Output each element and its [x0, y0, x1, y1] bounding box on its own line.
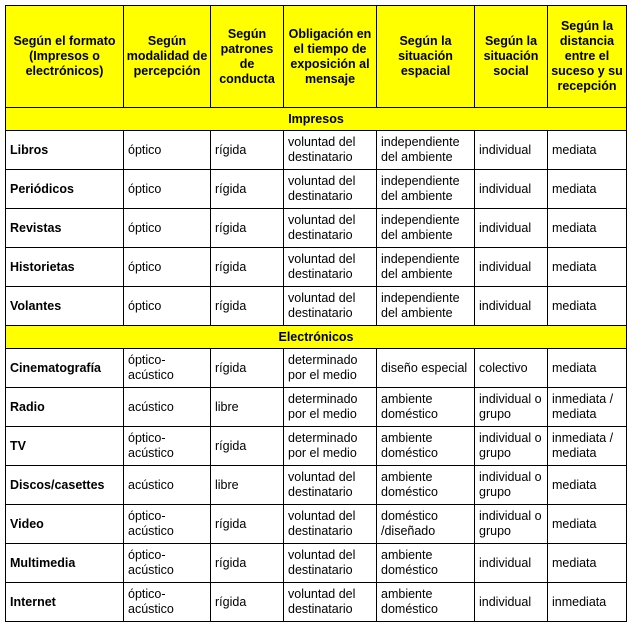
- cell-exposure: voluntad del destinatario: [284, 505, 377, 544]
- cell-behavior: rígida: [211, 427, 284, 466]
- cell-perception: óptico: [124, 131, 211, 170]
- cell-behavior: rígida: [211, 287, 284, 326]
- media-classification-table: [5, 5, 627, 622]
- cell-behavior: rígida: [211, 349, 284, 388]
- cell-spatial: ambiente doméstico: [377, 388, 475, 427]
- cell-medium-name: Revistas: [6, 209, 124, 248]
- header-exposure: Obligación en el tiempo de exposición al mensaje: [284, 6, 377, 108]
- cell-perception: óptico: [124, 248, 211, 287]
- cell-distance: mediata: [548, 287, 627, 326]
- header-perception: Según modalidad de percepción: [124, 6, 211, 108]
- cell-behavior: libre: [211, 388, 284, 427]
- cell-spatial: ambiente doméstico: [377, 583, 475, 622]
- cell-medium-name: TV: [6, 427, 124, 466]
- cell-spatial: doméstico /diseñado: [377, 505, 475, 544]
- cell-medium-name: Historietas: [6, 248, 124, 287]
- cell-distance: mediata: [548, 209, 627, 248]
- header-behavior: Según patrones de conducta: [211, 6, 284, 108]
- cell-behavior: rígida: [211, 248, 284, 287]
- table-row: [6, 287, 627, 326]
- cell-medium-name: Libros: [6, 131, 124, 170]
- section-title: Electrónicos: [6, 326, 627, 349]
- section-row: [6, 108, 627, 131]
- cell-distance: mediata: [548, 131, 627, 170]
- cell-spatial: independiente del ambiente: [377, 209, 475, 248]
- header-format: Según el formato (Impresos o electrónicos): [6, 6, 124, 108]
- cell-exposure: voluntad del destinatario: [284, 287, 377, 326]
- header-social: Según la situación social: [475, 6, 548, 108]
- cell-social: individual o grupo: [475, 388, 548, 427]
- table-row: [6, 349, 627, 388]
- table-row: [6, 583, 627, 622]
- cell-distance: inmediata / mediata: [548, 388, 627, 427]
- table-row: [6, 505, 627, 544]
- cell-exposure: voluntad del destinatario: [284, 583, 377, 622]
- cell-exposure: determinado por el medio: [284, 427, 377, 466]
- table-row: [6, 209, 627, 248]
- cell-social: individual: [475, 170, 548, 209]
- cell-social: individual: [475, 131, 548, 170]
- cell-medium-name: Multimedia: [6, 544, 124, 583]
- cell-perception: óptico-acústico: [124, 349, 211, 388]
- cell-distance: inmediata: [548, 583, 627, 622]
- cell-perception: acústico: [124, 466, 211, 505]
- cell-exposure: determinado por el medio: [284, 349, 377, 388]
- cell-perception: óptico-acústico: [124, 583, 211, 622]
- cell-medium-name: Internet: [6, 583, 124, 622]
- cell-behavior: rígida: [211, 209, 284, 248]
- cell-spatial: independiente del ambiente: [377, 170, 475, 209]
- cell-perception: acústico: [124, 388, 211, 427]
- cell-spatial: ambiente doméstico: [377, 427, 475, 466]
- cell-spatial: independiente del ambiente: [377, 248, 475, 287]
- cell-spatial: independiente del ambiente: [377, 287, 475, 326]
- table-row: [6, 388, 627, 427]
- cell-social: colectivo: [475, 349, 548, 388]
- cell-distance: inmediata / mediata: [548, 427, 627, 466]
- cell-perception: óptico: [124, 287, 211, 326]
- table-row: [6, 248, 627, 287]
- cell-exposure: voluntad del destinatario: [284, 466, 377, 505]
- cell-social: individual o grupo: [475, 466, 548, 505]
- cell-medium-name: Radio: [6, 388, 124, 427]
- cell-exposure: voluntad del destinatario: [284, 131, 377, 170]
- cell-behavior: libre: [211, 466, 284, 505]
- table-row: [6, 427, 627, 466]
- cell-spatial: independiente del ambiente: [377, 131, 475, 170]
- header-row: [6, 6, 627, 108]
- cell-medium-name: Cinematografía: [6, 349, 124, 388]
- cell-exposure: voluntad del destinatario: [284, 170, 377, 209]
- cell-perception: óptico: [124, 170, 211, 209]
- cell-medium-name: Discos/casettes: [6, 466, 124, 505]
- cell-distance: mediata: [548, 170, 627, 209]
- cell-distance: mediata: [548, 466, 627, 505]
- cell-behavior: rígida: [211, 583, 284, 622]
- cell-exposure: voluntad del destinatario: [284, 209, 377, 248]
- cell-exposure: determinado por el medio: [284, 388, 377, 427]
- cell-behavior: rígida: [211, 505, 284, 544]
- cell-exposure: voluntad del destinatario: [284, 544, 377, 583]
- header-spatial: Según la situación espacial: [377, 6, 475, 108]
- header-distance: Según la distancia entre el suceso y su recepción: [548, 6, 627, 108]
- cell-perception: óptico: [124, 209, 211, 248]
- cell-medium-name: Video: [6, 505, 124, 544]
- cell-social: individual: [475, 248, 548, 287]
- cell-medium-name: Volantes: [6, 287, 124, 326]
- cell-spatial: ambiente doméstico: [377, 544, 475, 583]
- cell-social: individual o grupo: [475, 505, 548, 544]
- cell-exposure: voluntad del destinatario: [284, 248, 377, 287]
- cell-distance: mediata: [548, 544, 627, 583]
- cell-perception: óptico-acústico: [124, 427, 211, 466]
- cell-behavior: rígida: [211, 170, 284, 209]
- table-row: [6, 466, 627, 505]
- cell-behavior: rígida: [211, 131, 284, 170]
- section-row: [6, 326, 627, 349]
- cell-behavior: rígida: [211, 544, 284, 583]
- cell-social: individual: [475, 544, 548, 583]
- cell-spatial: ambiente doméstico: [377, 466, 475, 505]
- table-body: [6, 108, 627, 622]
- cell-distance: mediata: [548, 349, 627, 388]
- cell-social: individual: [475, 287, 548, 326]
- cell-medium-name: Periódicos: [6, 170, 124, 209]
- cell-perception: óptico-acústico: [124, 544, 211, 583]
- cell-distance: mediata: [548, 505, 627, 544]
- cell-social: individual: [475, 209, 548, 248]
- section-title: Impresos: [6, 108, 627, 131]
- cell-perception: óptico-acústico: [124, 505, 211, 544]
- cell-distance: mediata: [548, 248, 627, 287]
- table-row: [6, 131, 627, 170]
- table-row: [6, 544, 627, 583]
- cell-social: individual: [475, 583, 548, 622]
- cell-social: individual o grupo: [475, 427, 548, 466]
- cell-spatial: diseño especial: [377, 349, 475, 388]
- table-row: [6, 170, 627, 209]
